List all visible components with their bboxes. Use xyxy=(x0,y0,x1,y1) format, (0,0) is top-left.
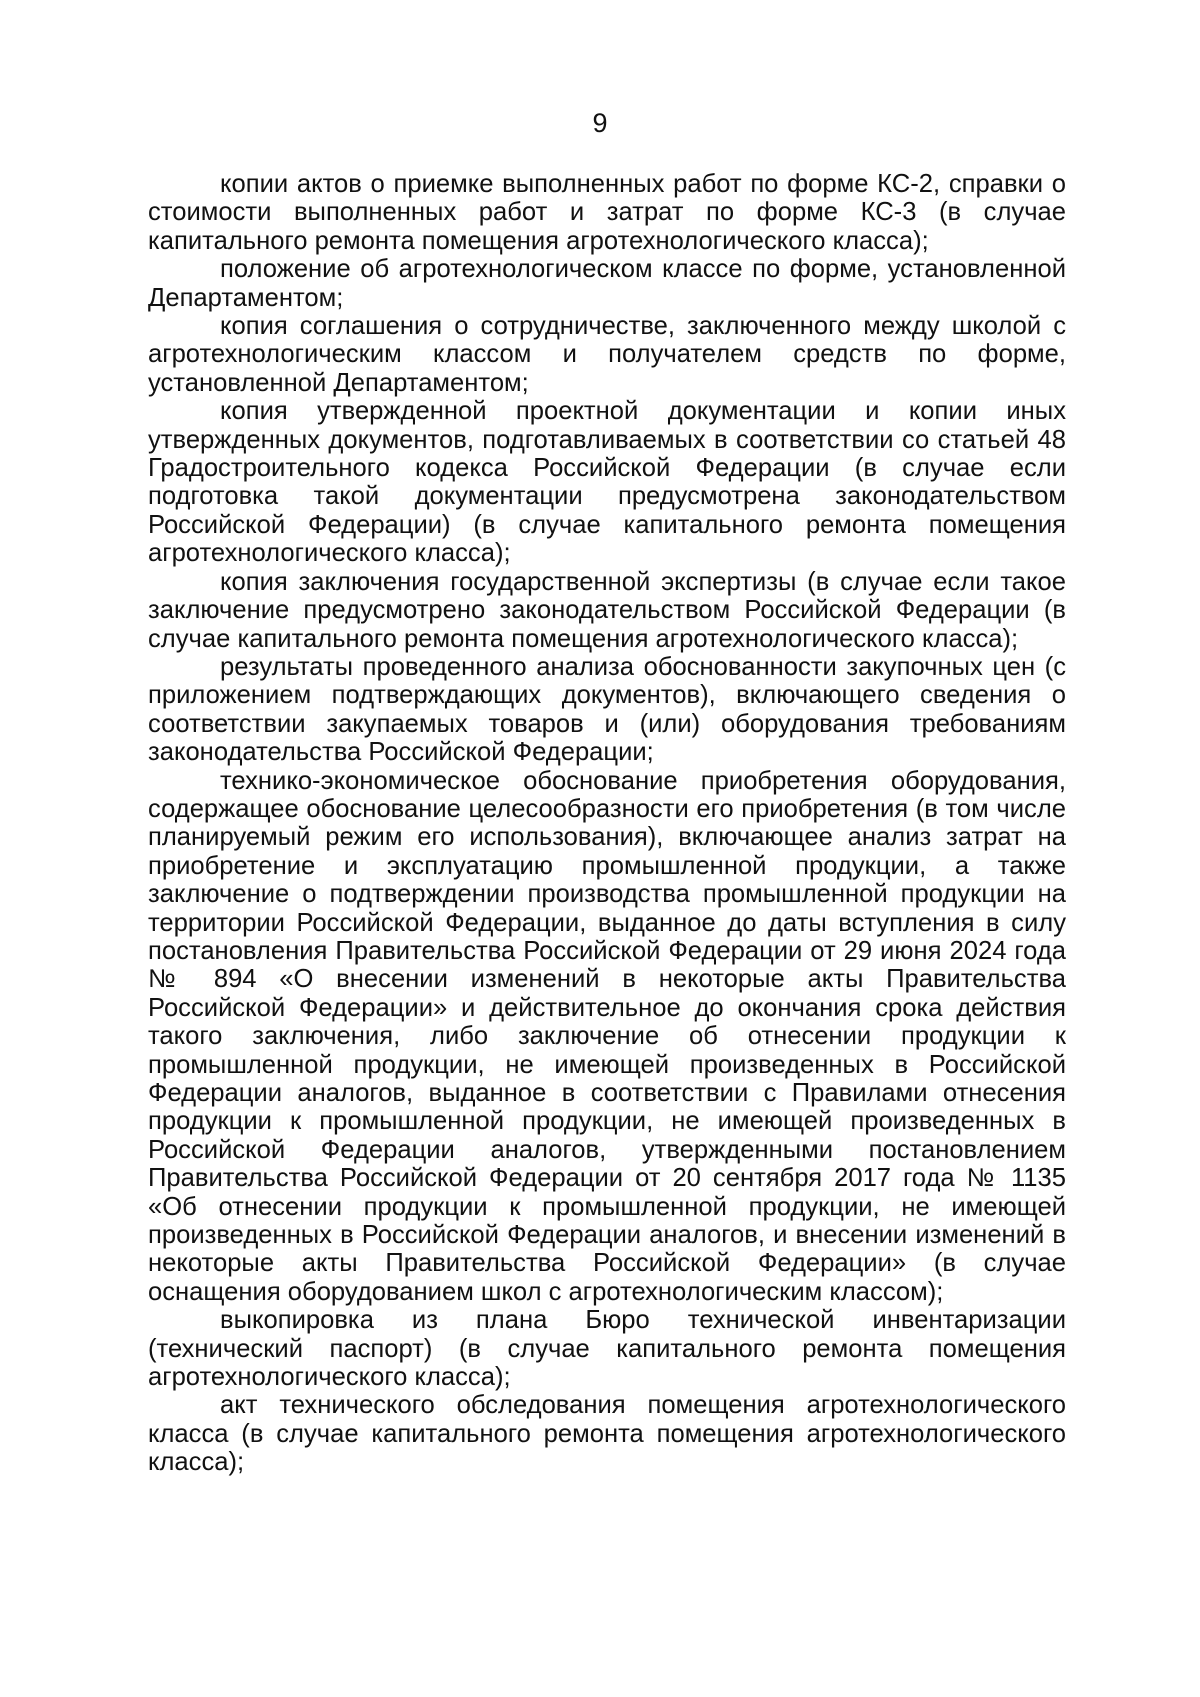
paragraph-bti-extract: выкопировка из плана Бюро технической инвентаризации (технический паспорт) (в случае капитального ремонта помещения агротехнологического класса); xyxy=(148,1306,1066,1392)
paragraph-price-analysis: результаты проведенного анализа обоснованности закупочных цен (с приложением подтверждающих документов), включающего сведения о соответствии закупаемых товаров и (или) оборудования требованиям законодательства Российской Федерации; xyxy=(148,652,1066,767)
paragraph-cooperation-agreement: копия соглашения о сотрудничестве, заключенного между школой с агротехнологическим классом и получателем средств по форме, установленной Департаментом; xyxy=(148,312,1066,397)
document-body xyxy=(148,170,1066,1477)
paragraph-project-documentation: копия утвержденной проектной документации и копии иных утвержденных документов, подготавливаемых в соответствии со статьей 48 Градостроительного кодекса Российской Федерации (в случае если подготовка такой документации предусмотрена законодательством Российской Федерации) (в случае капитального ремонта помещения агротехнологического класса); xyxy=(148,397,1066,568)
paragraph-state-expertise: копия заключения государственной экспертизы (в случае если такое заключение предусмотрено законодательством Российской Федерации (в случае капитального ремонта помещения агротехнологического класса); xyxy=(148,567,1066,653)
paragraph-class-regulation: положение об агротехнологическом классе по форме, установленной Департаментом; xyxy=(148,255,1066,312)
paragraph-ks-acts: копии актов о приемке выполненных работ по форме КС-2, справки о стоимости выполненных работ и затрат по форме КС-3 (в случае капитального ремонта помещения агротехнологического класса); xyxy=(148,170,1066,255)
paragraph-feasibility-study: технико-экономическое обоснование приобретения оборудования, содержащее обоснование целесообразности его приобретения (в том числе планируемый режим его использования), включающее анализ затрат на приобретение и эксплуатацию промышленной продукции, а также заключение о подтверждении производства промышленной продукции на территории Российской Федерации, выданное до даты вступления в силу постановления Правительства Российской Федерации от 29 июня 2024 года № 894 «О внесении изменений в некоторые акты Правительства Российской Федерации» и действительное до окончания срока действия такого заключения, либо заключение об отнесении продукции к промышленной продукции, не имеющей произведенных в Российской Федерации аналогов, выданное в соответствии с Правилами отнесения продукции к промышленной продукции, не имеющей произведенных в Российской Федерации аналогов, утвержденными постановлением Правительства Российской Федерации от 20 сентября 2017 года № 1135 «Об отнесении продукции к промышленной продукции, не имеющей произведенных в Российской Федерации аналогов, и внесении изменений в некоторые акты Правительства Российской Федерации» (в случае оснащения оборудованием школ с агротехнологическим классом); xyxy=(148,766,1066,1306)
paragraph-inspection-act: акт технического обследования помещения агротехнологического класса (в случае капитального ремонта помещения агротехнологического класса); xyxy=(148,1391,1066,1477)
page-number: 9 xyxy=(592,108,608,138)
